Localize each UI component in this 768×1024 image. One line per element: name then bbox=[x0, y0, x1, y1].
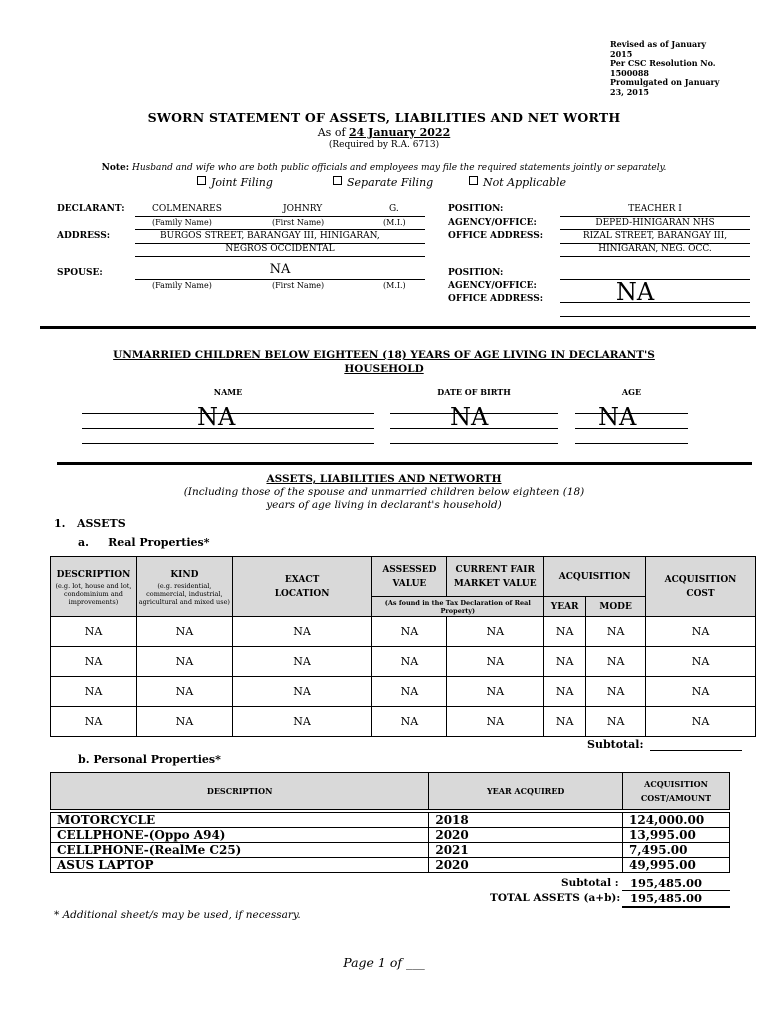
personal-subtotal-label: Subtotal : bbox=[561, 877, 619, 889]
children-title-2: HOUSEHOLD bbox=[344, 363, 424, 375]
spouse-name-line bbox=[135, 279, 425, 280]
acquisition-cost-header: ACQUISITION COST bbox=[646, 557, 756, 617]
children-line bbox=[82, 413, 374, 414]
table-cell: NA bbox=[586, 647, 646, 677]
table-cell: NA bbox=[646, 707, 756, 737]
office-address-line-1: RIZAL STREET, BARANGAY III, bbox=[582, 231, 728, 241]
spouse-family-caption: (Family Name) bbox=[152, 281, 212, 290]
declarant-family-name: COLMENARES bbox=[152, 204, 222, 214]
children-line bbox=[575, 428, 688, 429]
table-cell: NA bbox=[136, 677, 232, 707]
position-line bbox=[560, 216, 750, 217]
spouse-mi-caption: (M.I.) bbox=[383, 281, 406, 290]
fair-market-value-header: CURRENT FAIR MARKET VALUE bbox=[447, 557, 544, 597]
table-cell: NA bbox=[232, 617, 372, 647]
table-cell: NA bbox=[544, 707, 586, 737]
table-cell: NA bbox=[372, 647, 447, 677]
position-value: TEACHER I bbox=[628, 204, 682, 214]
declarant-label: DECLARANT: bbox=[57, 204, 125, 214]
table-cell: NA bbox=[586, 617, 646, 647]
personal-properties-table bbox=[50, 772, 730, 873]
personal-item-description: CELLPHONE-(RealMe C25) bbox=[51, 843, 429, 858]
table-cell: NA bbox=[232, 677, 372, 707]
address-line bbox=[135, 256, 425, 257]
revision-line: 2015 bbox=[610, 48, 633, 59]
address-line-1: BURGOS STREET, BARANGAY III, HINIGARAN, bbox=[160, 231, 380, 241]
personal-item-description: MOTORCYCLE bbox=[51, 813, 429, 828]
table-cell: NA bbox=[136, 707, 232, 737]
filing-note bbox=[0, 163, 768, 173]
table-cell: NA bbox=[646, 617, 756, 647]
not-applicable-label: Not Applicable bbox=[483, 176, 567, 189]
children-dob-header: DATE OF BIRTH bbox=[437, 387, 511, 397]
page-number: Page 1 of ___ bbox=[343, 955, 425, 970]
additional-sheet-note: * Additional sheet/s may be used, if necessary. bbox=[54, 909, 301, 921]
address-label: ADDRESS: bbox=[57, 231, 111, 241]
table-cell: NA bbox=[232, 647, 372, 677]
spouse-office-address-label: OFFICE ADDRESS: bbox=[448, 294, 544, 304]
separate-filing-checkbox[interactable] bbox=[333, 176, 433, 189]
kind-header: KIND (e.g. residential, commercial, industrial, agricultural and mixed use) bbox=[136, 557, 232, 617]
as-of-date: 24 January 2022 bbox=[349, 126, 451, 139]
declarant-first-name: JOHNRY bbox=[283, 204, 323, 214]
table-cell: NA bbox=[51, 677, 137, 707]
assets-subtitle-2: years of age living in declarant's household) bbox=[266, 499, 502, 511]
spouse-office-line bbox=[560, 316, 750, 317]
table-cell: NA bbox=[447, 677, 544, 707]
checkbox-icon bbox=[333, 176, 342, 185]
acquisition-header: ACQUISITION bbox=[544, 557, 646, 597]
position-label: POSITION: bbox=[448, 204, 504, 214]
revision-line: Per CSC Resolution No. bbox=[610, 58, 716, 69]
real-properties-heading: a. Real Properties* bbox=[78, 536, 210, 549]
children-line bbox=[390, 413, 558, 414]
total-assets-label: TOTAL ASSETS (a+b): bbox=[490, 892, 621, 904]
revision-line: Revised as of January bbox=[610, 39, 707, 49]
table-cell: NA bbox=[646, 647, 756, 677]
table-cell: NA bbox=[544, 647, 586, 677]
personal-item-year: 2018 bbox=[429, 813, 623, 828]
section-divider bbox=[57, 462, 752, 465]
personal-cost-header: ACQUISITION COST/AMOUNT bbox=[623, 773, 730, 810]
assets-heading: 1. ASSETS bbox=[54, 517, 126, 530]
table-cell: NA bbox=[447, 617, 544, 647]
location-header: EXACT LOCATION bbox=[232, 557, 372, 617]
real-properties-table bbox=[50, 556, 756, 737]
table-row bbox=[51, 828, 730, 843]
checkbox-icon bbox=[197, 176, 206, 185]
mi-caption: (M.I.) bbox=[383, 218, 406, 227]
table-cell: NA bbox=[136, 647, 232, 677]
joint-filing-label: Joint Filing bbox=[211, 176, 273, 189]
total-assets-value: 195,485.00 bbox=[630, 891, 703, 905]
agency-value: DEPED-HINIGARAN NHS bbox=[595, 218, 715, 228]
as-of-line bbox=[0, 126, 768, 139]
office-address-line-2: HINIGARAN, NEG. OCC. bbox=[598, 244, 712, 254]
note-text: Husband and wife who are both public officials and employees may file the required statements jointly or separately. bbox=[131, 163, 667, 173]
revision-line: Promulgated on January bbox=[610, 77, 720, 88]
office-address-label: OFFICE ADDRESS: bbox=[448, 231, 544, 241]
table-cell: NA bbox=[372, 677, 447, 707]
real-subtotal-label: Subtotal: bbox=[587, 738, 644, 751]
assets-title: ASSETS, LIABILITIES AND NETWORTH bbox=[266, 473, 502, 485]
assessed-value-header: ASSESSED VALUE bbox=[372, 557, 447, 597]
document-title: SWORN STATEMENT OF ASSETS, LIABILITIES AND NET WORTH bbox=[147, 110, 621, 125]
children-line bbox=[82, 428, 374, 429]
required-by: (Required by R.A. 6713) bbox=[328, 140, 440, 150]
personal-subtotal-value: 195,485.00 bbox=[630, 876, 703, 890]
family-name-caption: (Family Name) bbox=[152, 218, 212, 227]
children-name-header: NAME bbox=[213, 387, 243, 397]
tax-declaration-note: (As found in the Tax Declaration of Real Property) bbox=[372, 597, 544, 617]
separate-filing-label: Separate Filing bbox=[347, 176, 434, 189]
total-line bbox=[622, 906, 730, 908]
personal-item-description: ASUS LAPTOP bbox=[51, 858, 429, 873]
description-header: DESCRIPTION (e.g. lot, house and lot, condominium and improvements) bbox=[51, 557, 137, 617]
table-cell: NA bbox=[372, 617, 447, 647]
table-cell: NA bbox=[51, 617, 137, 647]
personal-properties-heading: b. Personal Properties* bbox=[78, 753, 221, 766]
spouse-na: NA bbox=[615, 278, 655, 306]
note-label: Note: bbox=[101, 163, 130, 173]
spouse-office-line bbox=[560, 302, 750, 303]
personal-item-cost: 7,495.00 bbox=[623, 843, 730, 858]
table-row bbox=[51, 707, 756, 737]
table-cell: NA bbox=[372, 707, 447, 737]
table-row bbox=[51, 677, 756, 707]
children-line bbox=[390, 428, 558, 429]
personal-item-year: 2020 bbox=[429, 858, 623, 873]
children-title-1: UNMARRIED CHILDREN BELOW EIGHTEEN (18) YEARS OF AGE LIVING IN DECLARANT'S bbox=[113, 349, 655, 361]
personal-item-cost: 13,995.00 bbox=[623, 828, 730, 843]
personal-item-year: 2020 bbox=[429, 828, 623, 843]
joint-filing-checkbox[interactable] bbox=[197, 176, 273, 189]
children-line bbox=[575, 413, 688, 414]
checkbox-icon bbox=[469, 176, 478, 185]
table-row bbox=[51, 843, 730, 858]
table-row bbox=[51, 617, 756, 647]
mode-header: MODE bbox=[586, 597, 646, 617]
table-cell: NA bbox=[586, 707, 646, 737]
children-age-value: NA bbox=[598, 403, 637, 431]
as-of-label: As of bbox=[317, 126, 346, 139]
children-line bbox=[575, 443, 688, 444]
year-header: YEAR bbox=[544, 597, 586, 617]
table-cell: NA bbox=[544, 677, 586, 707]
table-cell: NA bbox=[586, 677, 646, 707]
revision-line: 23, 2015 bbox=[610, 86, 649, 97]
office-address-line bbox=[560, 256, 750, 257]
table-cell: NA bbox=[544, 617, 586, 647]
personal-description-header: DESCRIPTION bbox=[51, 773, 429, 810]
not-applicable-checkbox[interactable] bbox=[469, 176, 566, 189]
personal-item-cost: 124,000.00 bbox=[623, 813, 730, 828]
table-cell: NA bbox=[447, 707, 544, 737]
table-row bbox=[51, 858, 730, 873]
revision-line: 1500088 bbox=[610, 67, 649, 78]
table-cell: NA bbox=[447, 647, 544, 677]
spouse-name: NA bbox=[269, 262, 291, 277]
spouse-first-caption: (First Name) bbox=[272, 281, 325, 290]
revision-note bbox=[610, 40, 740, 98]
personal-item-cost: 49,995.00 bbox=[623, 858, 730, 873]
table-cell: NA bbox=[51, 707, 137, 737]
spouse-label: SPOUSE: bbox=[57, 268, 103, 278]
declarant-mi: G. bbox=[389, 204, 399, 214]
table-cell: NA bbox=[136, 617, 232, 647]
spouse-position-label: POSITION: bbox=[448, 268, 504, 278]
agency-label: AGENCY/OFFICE: bbox=[448, 218, 537, 228]
personal-item-year: 2021 bbox=[429, 843, 623, 858]
first-name-caption: (First Name) bbox=[272, 218, 325, 227]
children-age-header: AGE bbox=[621, 387, 642, 397]
real-subtotal-line bbox=[650, 750, 742, 751]
address-top-line bbox=[135, 229, 425, 230]
address-line-2: NEGROS OCCIDENTAL bbox=[225, 244, 335, 254]
children-name-value: NA bbox=[197, 403, 236, 431]
table-cell: NA bbox=[646, 677, 756, 707]
table-cell: NA bbox=[51, 647, 137, 677]
table-row bbox=[51, 647, 756, 677]
personal-year-header: YEAR ACQUIRED bbox=[429, 773, 623, 810]
children-line bbox=[390, 443, 558, 444]
table-row bbox=[51, 813, 730, 828]
spouse-agency-label: AGENCY/OFFICE: bbox=[448, 281, 537, 291]
declarant-name-line bbox=[135, 216, 425, 217]
children-dob-value: NA bbox=[450, 403, 489, 431]
table-cell: NA bbox=[232, 707, 372, 737]
children-line bbox=[82, 443, 374, 444]
assets-subtitle-1: (Including those of the spouse and unmarried children below eighteen (18) bbox=[183, 486, 585, 498]
personal-item-description: CELLPHONE-(Oppo A94) bbox=[51, 828, 429, 843]
agency-line bbox=[560, 229, 750, 230]
section-divider bbox=[40, 326, 756, 329]
